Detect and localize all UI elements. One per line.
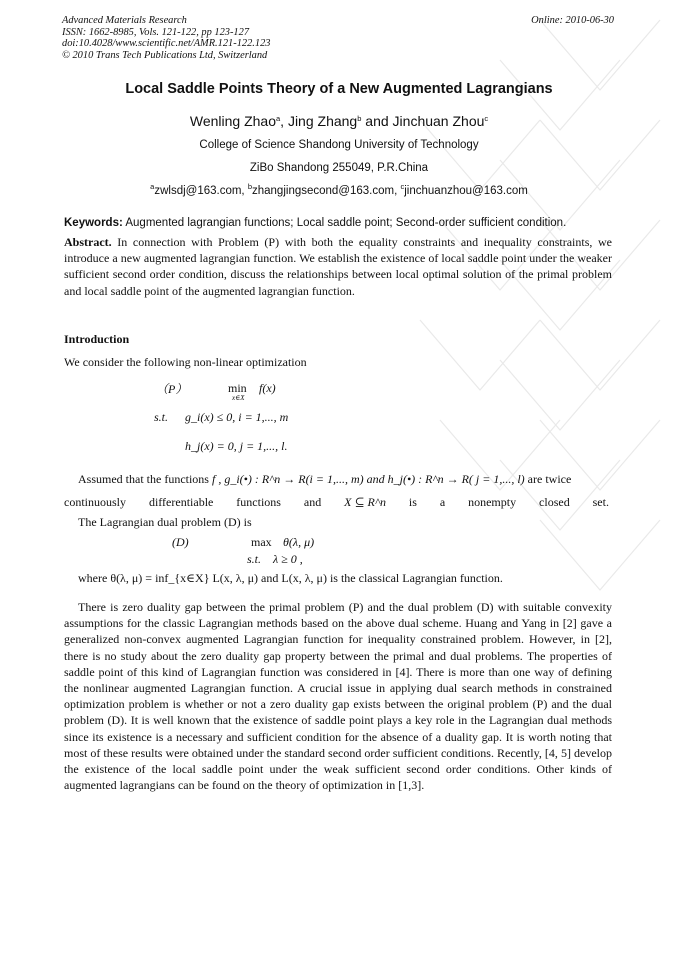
set-expression: X ⊆ R^n — [344, 495, 386, 509]
where-definition: where θ(λ, μ) = inf_{x∈X} L(x, λ, μ) and L(x, λ, μ) is the classical Lagrangian function. — [78, 571, 503, 585]
author-3: and Jinchuan Zhou — [365, 113, 485, 129]
min-operator: min — [228, 381, 247, 395]
word: nonempty — [468, 495, 517, 509]
email-1-mark: a — [150, 182, 155, 191]
min-subscript: x∈X — [232, 394, 245, 402]
intro-lead: We consider the following non-linear optimization — [64, 355, 307, 369]
problem-p-label: （P） — [156, 382, 188, 396]
email-1[interactable]: zwlsdj@163.com, — [154, 185, 248, 197]
subject-to: s.t. — [154, 410, 169, 424]
copyright-line: © 2010 Trans Tech Publications Ltd, Switzerland — [62, 49, 268, 61]
abstract — [64, 234, 612, 299]
dual-objective: θ(λ, μ) — [283, 535, 315, 549]
dual-intro: The Lagrangian dual problem (D) is — [78, 515, 252, 529]
author-2-mark: b — [357, 114, 362, 123]
objective-function: f(x) — [259, 381, 276, 395]
author-list — [0, 113, 678, 129]
problem-d-label: (D) — [172, 535, 189, 549]
lambda-constraint: λ ≥ 0 , — [273, 552, 303, 566]
doi-line[interactable]: doi:10.4028/www.scientific.net/AMR.121-122.123 — [62, 38, 271, 50]
affiliation-line-2: ZiBo Shandong 255049, P.R.China — [249, 162, 429, 174]
email-2[interactable]: zhangjingsecond@163.com, — [252, 185, 401, 197]
assumption-line-2 — [64, 495, 609, 510]
word: functions — [236, 495, 281, 509]
word: and — [303, 495, 322, 509]
assumption-text — [78, 472, 571, 487]
intro-paragraph: There is zero duality gap between the primal problem (P) and the dual problem (D) with suitable convexity assumptions for the classic Lagrangian methods based on the above dual scheme. Huang and Yang in [2] gave a generalized non-convex augmented Lagrangian function for inequality constrained problem. However, in [2], there is no study about the zero duality gap property between the primal and dual problems. The properties of saddle point of this kind of Lagrangian function was considered in [4]. There is more than one way of defining the nonlinear augmented Lagrangian function. A crucial issue in applying dual search methods in constrained optimization problem is whether or not a zero duality gap exists between the original problem (P) and the dual problem (D). It is well known that the existence of saddle point plays a key role in the Lagrangian dual methods since its existence is a necessary and sufficient condition for the absence of a duality gap. It is worth noting that most of these results were obtained under the standard second order sufficient conditions. Recently, [4, 5] develop the existence of the local saddle point under the weak sufficient second order conditions. Other kinds of augmented lagrangians can be found on the theory of optimization in [1,3]. — [64, 600, 612, 793]
assumption-functions: f , g_i(•) : R^n → R(i = 1,..., m) and h_j(•) : R^n → R( j = 1,..., l) — [211, 472, 525, 486]
author-1: Wenling Zhao — [189, 113, 276, 129]
word: continuously — [64, 495, 126, 509]
journal-header — [62, 15, 270, 61]
author-2: , Jing Zhang — [280, 113, 358, 129]
paper-title: Local Saddle Points Theory of a New Augmented Lagrangians — [125, 81, 553, 97]
keywords-text: Augmented lagrangian functions; Local saddle point; Second-order sufficient condition. — [122, 217, 567, 229]
online-date: Online: 2010-06-30 — [531, 15, 614, 26]
keywords-label: Keywords: — [64, 217, 123, 229]
abstract-label: Abstract. — [64, 235, 112, 249]
email-3[interactable]: jinchuanzhou@163.com — [404, 185, 528, 197]
abstract-text: In connection with Problem (P) with both the equality constraints and inequality constraints, we introduce a new augmented lagrangian function. We establish the existence of local saddle point under the weaker sufficient second order condition, discuss the relationships between local optimal solution of the primal problem and local saddle point of the augmented lagrangian function. — [64, 235, 612, 298]
email-2-mark: b — [247, 182, 252, 191]
word: differentiable — [148, 495, 214, 509]
assumption-tail: are twice — [527, 472, 572, 486]
journal-name: Advanced Materials Research — [62, 15, 187, 26]
email-3-mark: c — [400, 182, 405, 191]
affiliation-line-1: College of Science Shandong University of Technology — [199, 139, 479, 151]
equality-constraint: h_j(x) = 0, j = 1,..., l. — [185, 439, 288, 453]
subject-to-dual: s.t. — [247, 552, 262, 566]
word: is — [408, 495, 417, 509]
section-heading: Introduction — [64, 332, 130, 346]
author-1-mark: a — [276, 114, 281, 123]
author-emails — [0, 182, 678, 197]
assumption-lead: Assumed that the functions — [78, 472, 209, 486]
word: closed — [539, 495, 570, 509]
inequality-constraint: g_i(x) ≤ 0, i = 1,..., m — [185, 410, 289, 424]
author-3-mark: c — [484, 114, 489, 123]
max-operator: max — [251, 535, 272, 549]
word: set. — [592, 495, 609, 509]
keywords — [64, 217, 612, 229]
issn-line: ISSN: 1662-8985, Vols. 121-122, pp 123-127 — [62, 26, 250, 38]
word: a — [439, 495, 446, 509]
